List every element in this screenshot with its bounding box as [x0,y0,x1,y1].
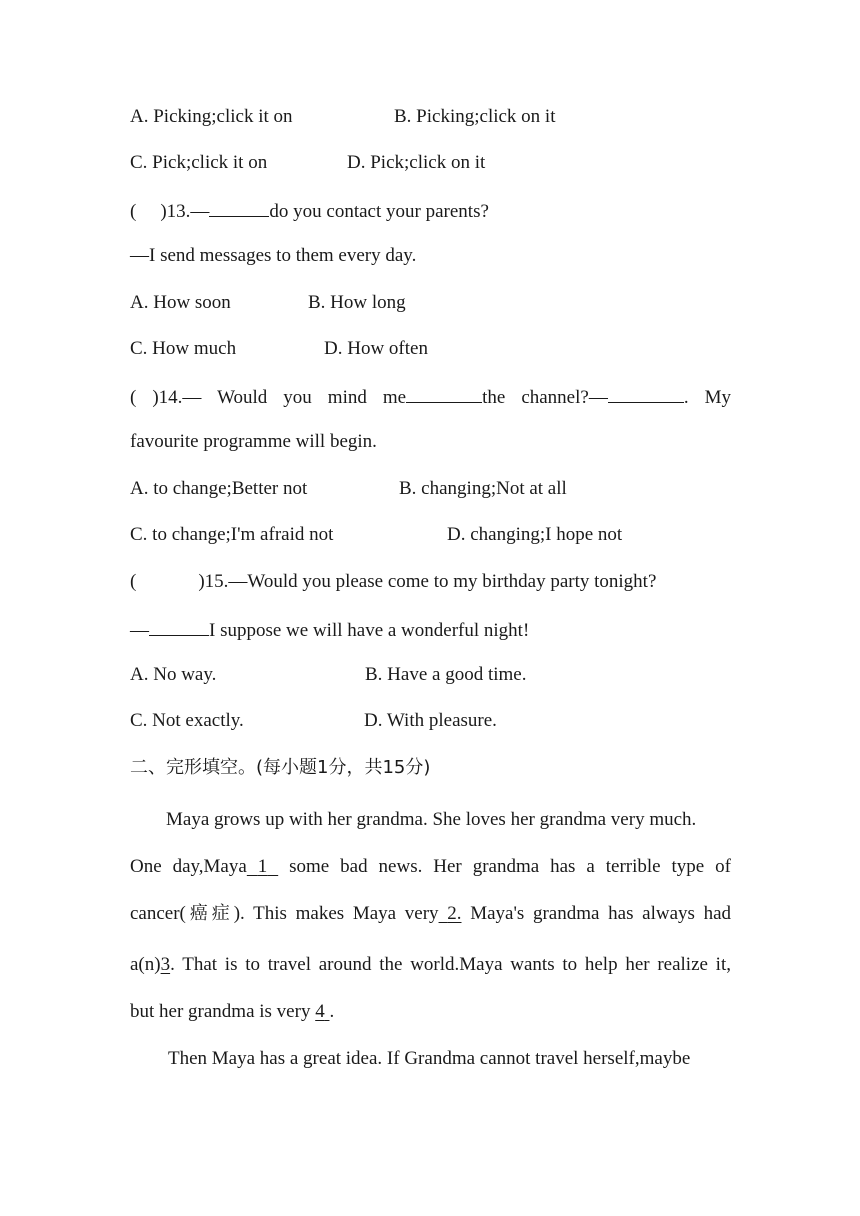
cloze-number: 1 [257,856,268,877]
cloze-blank-2 [439,903,462,924]
passage-text: One day,Maya [130,856,247,877]
q15-option-d: D. With pleasure. [364,710,497,731]
cloze-blank-3: 3 [160,954,171,975]
question-text-part3: . My [683,387,731,408]
question-text-part1: )14.— Would you mind me [152,387,407,408]
cloze-number: 2. [447,903,462,924]
passage-text: . That is to travel around the world.Maya wants to help her realize it, [170,954,731,975]
q14-option-c: C. to change;I'm afraid not [130,524,334,545]
passage-chinese-gloss: 癌症 [185,903,234,924]
passage-text: a(n) [130,954,161,975]
reply-text: I suppose we will have a wonderful night! [209,620,530,641]
passage-line-3 [130,902,731,926]
q15-option-c: C. Not exactly. [130,710,244,731]
q13-option-a: A. How soon [130,292,231,313]
passage-text: ). This makes Maya very [233,903,439,924]
q13-option-d: D. How often [324,338,428,359]
answer-paren-open: ( [130,571,137,592]
q14-option-a: A. to change;Better not [130,478,308,499]
answer-blank-2 [608,384,684,403]
passage-line-2 [130,855,731,879]
passage-text: Maya's grandma has always had [470,903,732,924]
question-15-stem [130,570,656,594]
question-13-stem [130,198,489,224]
answer-blank-1 [406,384,482,403]
question-number: )13.— [160,201,210,222]
cloze-blank-4 [315,1001,329,1022]
q13-option-b: B. How long [308,292,406,313]
cloze-number: 4 [315,1001,325,1022]
q13-option-c: C. How much [130,338,237,359]
question-13-reply: —I send messages to them every day. [130,245,417,266]
question-15-reply [130,617,529,643]
q12-option-b: B. Picking;click on it [394,106,556,127]
reply-dash: — [130,620,149,641]
passage-text: some bad news. Her grandma has a terrible type of [289,856,731,877]
q15-option-a: A. No way. [130,664,217,685]
q14-option-d: D. changing;I hope not [447,524,623,545]
answer-paren-open: ( [130,387,137,408]
passage-line-6: Then Maya has a great idea. If Grandma cannot travel herself,maybe [168,1048,691,1069]
passage-text: cancer( [130,903,186,924]
passage-text: . [329,1001,335,1022]
cloze-blank-1 [247,856,278,877]
q15-option-b: B. Have a good time. [365,664,527,685]
answer-paren-open: ( [130,201,137,222]
question-text-part2: the channel?— [482,387,608,408]
answer-blank [149,617,209,636]
passage-line-4 [130,953,731,977]
question-14-stem [130,384,731,410]
q14-option-b: B. changing;Not at all [399,478,567,499]
q12-option-c: C. Pick;click it on [130,152,268,173]
passage-text: but her grandma is very [130,1001,311,1022]
q12-option-a: A. Picking;click it on [130,106,293,127]
question-text: )15.—Would you please come to my birthday party tonight? [198,571,657,592]
passage-line-5 [130,1000,334,1024]
section-heading: 二、完形填空。(每小题1分，共15分) [130,757,431,778]
question-text: do you contact your parents? [269,201,489,222]
question-14-line2: favourite programme will begin. [130,431,377,452]
q12-option-d: D. Pick;click on it [347,152,486,173]
passage-line-1: Maya grows up with her grandma. She loves her grandma very much. [166,809,697,830]
answer-blank [209,198,269,217]
